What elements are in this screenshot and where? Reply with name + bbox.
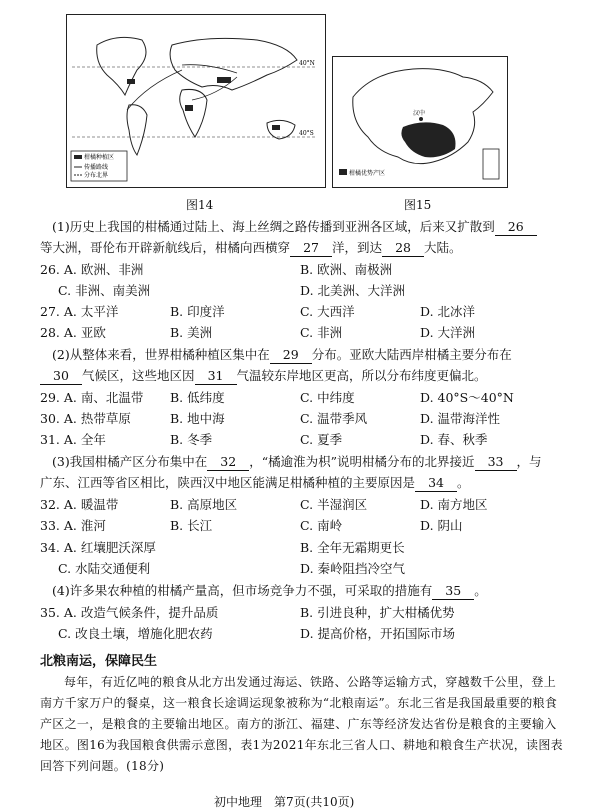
blank-30: 30 xyxy=(40,368,82,385)
q34-option-b: B. 全年无霜期更长 xyxy=(300,540,405,555)
q30-option-b: B. 地中海 xyxy=(170,411,225,426)
q32-option-c: C. 半湿润区 xyxy=(300,497,368,512)
blank-34: 34 xyxy=(415,475,457,492)
q30-option-a: 30. A. 热带草原 xyxy=(40,411,131,426)
q34-option-c: C. 水陆交通便利 xyxy=(58,561,151,576)
q35-option-c: C. 改良土壤，增施化肥农药 xyxy=(58,626,213,641)
blank-33: 33 xyxy=(475,454,517,471)
blank-32: 32 xyxy=(207,454,249,471)
q33-option-d: D. 阴山 xyxy=(420,518,463,533)
q31-option-b: B. 冬季 xyxy=(170,432,213,447)
q26-option-d: D. 北美洲、大洋洲 xyxy=(300,283,406,298)
q29-option-c: C. 中纬度 xyxy=(300,390,355,405)
fig14-sublabel: 分布北界 xyxy=(84,172,109,179)
blank-28: 28 xyxy=(382,240,424,257)
q29-option-a: 29. A. 南、北温带 xyxy=(40,390,144,405)
q27-option-d: D. 北冰洋 xyxy=(420,304,476,319)
fig14-legend-label: 柑橘种植区 xyxy=(84,154,115,161)
section-title: 北粮南运，保障民生 xyxy=(40,654,158,669)
q35-option-d: D. 提高价格，开拓国际市场 xyxy=(300,626,456,641)
q28-option-d: D. 大洋洲 xyxy=(420,325,476,340)
blank-31: 31 xyxy=(195,368,237,385)
q33-option-b: B. 长江 xyxy=(170,518,213,533)
q-part4-line1: (4)许多果农种植的柑橘产量高，但市场竞争力不强，可采取的措施有 35 。 xyxy=(52,583,487,598)
q26-option-b: B. 欧洲、南极洲 xyxy=(300,262,393,277)
blank-26: 26 xyxy=(495,219,537,236)
figure-14-world-map xyxy=(66,14,326,188)
q-part3-line1: (3)我国柑橘产区分布集中在 32 ，“橘逾淮为枳”说明柑橘分布的北界接近 33 ，与 xyxy=(52,454,542,469)
q35-option-a: 35. A. 改造气候条件，提升品质 xyxy=(40,605,219,620)
blank-29: 29 xyxy=(270,347,312,364)
blank-35: 35 xyxy=(432,583,474,600)
q32-option-a: 32. A. 暖温带 xyxy=(40,497,119,512)
q30-option-d: D. 温带海洋性 xyxy=(420,411,501,426)
lat-40s-label: 40°S xyxy=(299,130,314,137)
q34-option-d: D. 秦岭阻挡冷空气 xyxy=(300,561,406,576)
section-paragraph: 每年，有近亿吨的粮食从北方出发通过海运、铁路、公路等运输方式，穿越数千公里，登上南方千家万户的餐桌，这一粮食长途调运现象被称为“北粮南运”。东北三省是我国最重要的粮食产区之一，是粮食的主要输出地区。南方的浙江、福建、广东等经济发达省份是粮食的主要输入地区。图16为我国粮食供需示意图，表1为2021年东北三省人口、耕地和粮食生产状况，读图表回答下列问题。(18分) xyxy=(40,675,563,773)
hanzhong-label: 汉中 xyxy=(413,110,426,117)
fig14-legend-label2: 传播路线 xyxy=(84,164,109,171)
q27-option-a: 27. A. 太平洋 xyxy=(40,304,119,319)
q35-option-b: B. 引进良种，扩大柑橘优势 xyxy=(300,605,455,620)
q32-option-b: B. 高原地区 xyxy=(170,497,238,512)
q31-option-d: D. 春、秋季 xyxy=(420,432,488,447)
q-part1-line1: (1)历史上我国的柑橘通过陆上、海上丝绸之路传播到亚洲各区域，后来又扩散到 26 xyxy=(52,219,537,236)
q-part2-line1: (2)从整体来看，世界柑橘种植区集中在 29 分布。亚欧大陆西岸柑橘主要分布在 xyxy=(52,347,512,362)
q29-option-d: D. 40°S～40°N xyxy=(420,390,514,405)
lat-40n-label: 40°N xyxy=(299,60,315,67)
q28-option-a: 28. A. 亚欧 xyxy=(40,325,106,340)
q28-option-c: C. 非洲 xyxy=(300,325,343,340)
figure-15-china-map xyxy=(332,56,508,188)
figure-15-caption: 图15 xyxy=(404,198,432,212)
blank-27: 27 xyxy=(290,240,332,257)
q34-option-a: 34. A. 红壤肥沃深厚 xyxy=(40,540,156,555)
page-footer: 初中地理 第7页(共10页) xyxy=(214,795,355,809)
q-part1-line2: 等大洲，哥伦布开辟新航线后，柑橘向西横穿 27 洋，到达 28 大陆。 xyxy=(40,240,462,255)
q30-option-c: C. 温带季风 xyxy=(300,411,368,426)
q26-option-a: 26. A. 欧洲、非洲 xyxy=(40,262,144,277)
q-part3-line2: 广东、江西等省区相比，陕西汉中地区能满足柑橘种植的主要原因是 34 。 xyxy=(40,475,470,490)
q29-option-b: B. 低纬度 xyxy=(170,390,225,405)
q26-option-c: C. 非洲、南美洲 xyxy=(58,283,151,298)
china-map-drawing xyxy=(333,57,507,187)
q-part2-line2: 30 气候区，这些地区因 31 气温较东岸地区更高，所以分布纬度更偏北。 xyxy=(40,368,487,385)
q33-option-a: 33. A. 淮河 xyxy=(40,518,106,533)
q27-option-b: B. 印度洋 xyxy=(170,304,225,319)
q33-option-c: C. 南岭 xyxy=(300,518,343,533)
q31-option-a: 31. A. 全年 xyxy=(40,432,106,447)
q28-option-b: B. 美洲 xyxy=(170,325,213,340)
q32-option-d: D. 南方地区 xyxy=(420,497,488,512)
world-map-drawing xyxy=(67,15,325,187)
fig15-legend-label: 柑橘优势产区 xyxy=(349,170,386,177)
figure-14-caption: 图14 xyxy=(186,198,214,212)
q31-option-c: C. 夏季 xyxy=(300,432,343,447)
q27-option-c: C. 大西洋 xyxy=(300,304,355,319)
